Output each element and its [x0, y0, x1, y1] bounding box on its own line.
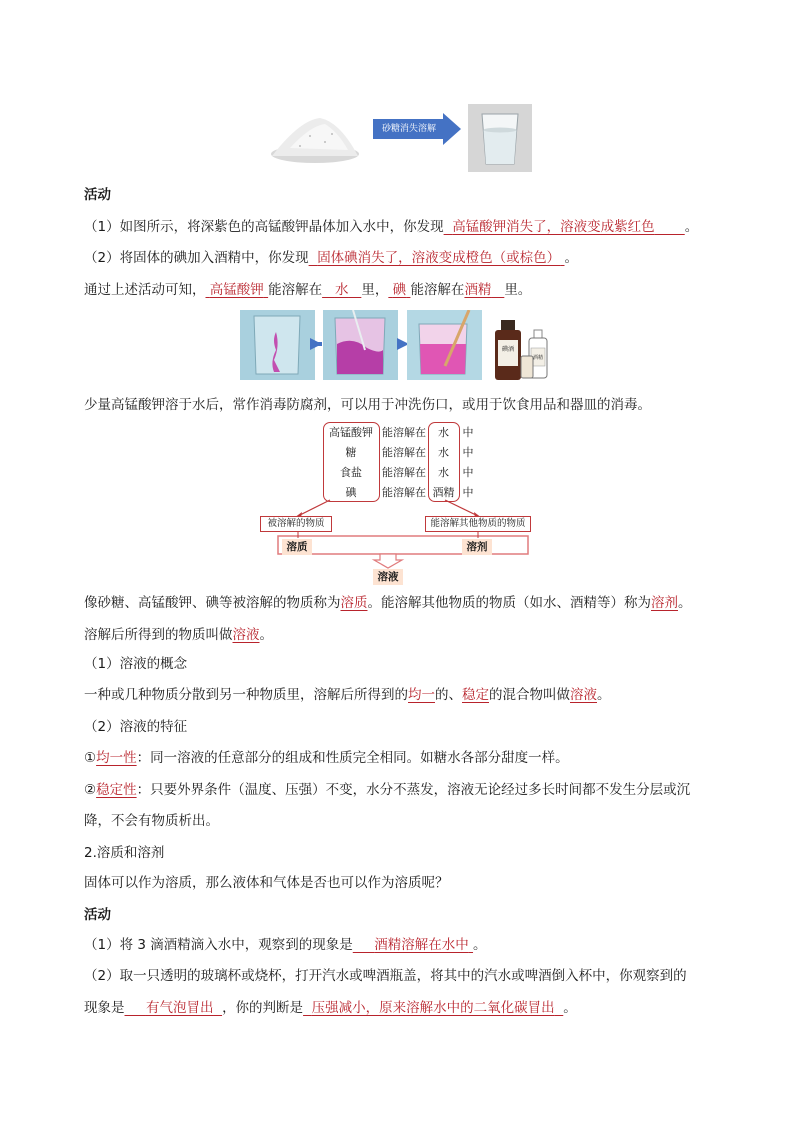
summary-answer-1: 高锰酸钾 — [209, 282, 264, 298]
sugar-pile-image — [270, 112, 360, 164]
definition-paragraph-line1 — [84, 594, 692, 612]
a2-item1-prefix: （1）将 3 滴酒精滴入水中，观察到的现象是 — [84, 937, 353, 953]
summary-answer-2: 水 — [334, 282, 349, 298]
summary-text-4: 能溶解在 — [410, 282, 465, 298]
activity2-item2-line1: （2）取一只透明的玻璃杯或烧杯，打开汽水或啤酒瓶盖，将其中的汽水或啤酒倒入杯中，你观察到的 — [84, 968, 687, 984]
concept-answer-stable: 稳定 — [462, 687, 489, 703]
beaker-photo-1 — [240, 310, 315, 380]
iodine-bottles-image — [493, 318, 555, 382]
dissolve-arrow-head — [443, 113, 461, 145]
summary-text-3: 里， — [361, 282, 389, 298]
concept-text-1: 一种或几种物质分散到另一种物质里，溶解后所得到的 — [84, 687, 408, 703]
kmno4-paragraph: 少量高锰酸钾溶于水后，常作消毒防腐剂，可以用于冲洗伤口，或用于饮食用品和器皿的消毒。 — [84, 397, 651, 413]
summary-text-1: 通过上述活动可知， — [84, 282, 206, 298]
feature-text-2: ：只要外界条件（温度、压强）不变，水分不蒸发，溶液无论经过多长时间都不发生分层或沉 — [136, 782, 691, 798]
section2-title: 2.溶质和溶剂 — [84, 845, 165, 861]
solvent-description: 能溶解其他物质的物质 — [425, 516, 531, 532]
feature-stability — [84, 781, 690, 799]
item2-prefix: （2）将固体的碘加入酒精中，你发现 — [84, 250, 309, 266]
zhong-text: 中 — [462, 486, 474, 499]
def-text-4: 溶解后所得到的物质叫做 — [84, 627, 233, 643]
feature-stability-cont: 降，不会有物质析出。 — [84, 813, 219, 829]
solute-item: 碘 — [345, 486, 357, 499]
solute-description: 被溶解的物质 — [260, 516, 332, 532]
solute-tag: 溶质 — [282, 539, 312, 555]
beaker-photo-3 — [407, 310, 482, 380]
def-text-5: 。 — [259, 627, 273, 643]
verb-text: 能溶解在 — [382, 446, 426, 459]
dissolve-arrow-label: 砂糖消失溶解 — [381, 124, 436, 134]
a2-item1-answer: 酒精溶解在水中 — [374, 937, 469, 953]
solute-item: 食盐 — [340, 466, 362, 479]
def-answer-solution: 溶液 — [232, 627, 260, 643]
concept-answer-uniform: 均一 — [408, 687, 435, 703]
verb-text: 能溶解在 — [382, 486, 426, 499]
section2-question: 固体可以作为溶质，那么液体和气体是否也可以作为溶质呢？ — [84, 875, 449, 891]
feature-text-1: ：同一溶液的任意部分的组成和性质完全相同。如糖水各部分甜度一样。 — [136, 750, 569, 766]
concept-text-3: 的混合物叫做 — [489, 687, 570, 703]
bottle-label-1: 碘酒 — [501, 346, 515, 353]
feature-key-uniformity: 均一性 — [96, 750, 137, 766]
a2-item2-text-1: 现象是 — [84, 1000, 125, 1016]
concept-answer-solution: 溶液 — [570, 687, 597, 703]
concept-paragraph — [84, 686, 611, 704]
zhong-text: 中 — [462, 466, 474, 479]
definition-paragraph-line2 — [84, 626, 273, 644]
summary-text-2: 能溶解在 — [268, 282, 323, 298]
activity1-item2 — [84, 249, 578, 267]
solvent-item: 水 — [438, 426, 449, 439]
water-glass-image — [468, 104, 532, 172]
solution-tag: 溶液 — [373, 569, 403, 585]
solvent-item: 水 — [438, 466, 449, 479]
zhong-text: 中 — [462, 446, 474, 459]
feature-key-stability: 稳定性 — [96, 782, 137, 798]
concept-text-2: 的、 — [435, 687, 462, 703]
a2-item2-text-2: ，你的判断是 — [222, 1000, 304, 1016]
item1-prefix: （1）如图所示，将深紫色的高锰酸钾晶体加入水中，你发现 — [84, 219, 444, 235]
process-arrow-1 — [310, 338, 322, 350]
solute-item: 高锰酸钾 — [329, 426, 373, 439]
a2-item2-text-3: 。 — [563, 1000, 577, 1016]
activity2-item1 — [84, 936, 487, 954]
concept-title: （1）溶液的概念 — [84, 656, 188, 672]
def-answer-solute: 溶质 — [340, 595, 368, 611]
concept-text-4: 。 — [597, 687, 611, 703]
summary-text-5: 里。 — [504, 282, 532, 298]
def-text-2: 。能溶解其他物质的物质（如水、酒精等）称为 — [367, 595, 651, 611]
activity-title: 活动 — [84, 187, 111, 203]
feature-mark-1: ① — [84, 750, 97, 766]
beaker-photo-2 — [323, 310, 398, 380]
a2-item2-answer-2: 压强减小，原来溶解水中的二氧化碳冒出 — [311, 1000, 555, 1016]
def-text-1: 像砂糖、高锰酸钾、碘等被溶解的物质称为 — [84, 595, 341, 611]
activity1-summary — [84, 281, 531, 299]
solvent-tag: 溶剂 — [462, 539, 492, 555]
feature-mark-2: ② — [84, 782, 97, 798]
item1-suffix: 。 — [684, 219, 699, 235]
solvent-item: 酒精 — [432, 486, 455, 499]
def-text-3: 。 — [678, 595, 692, 611]
item1-answer: 高锰酸钾消失了，溶液变成紫红色 — [452, 219, 655, 235]
summary-answer-4: 酒精 — [464, 282, 492, 298]
solvent-item: 水 — [438, 446, 449, 459]
item2-answer: 固体碘消失了，溶液变成橙色（或棕色） — [317, 250, 561, 266]
summary-answer-3: 碘 — [392, 282, 407, 298]
activity2-title: 活动 — [84, 907, 111, 923]
solute-item: 糖 — [345, 446, 357, 459]
zhong-text: 中 — [462, 426, 474, 439]
bottle-label-2: 酒精 — [532, 355, 544, 361]
feature-uniformity — [84, 749, 569, 767]
verb-text: 能溶解在 — [382, 466, 426, 479]
def-answer-solvent: 溶剂 — [651, 595, 678, 611]
item2-suffix: 。 — [564, 250, 578, 266]
activity1-item1 — [84, 218, 698, 236]
activity2-item2-line2 — [84, 999, 577, 1017]
a2-item2-answer-1: 有气泡冒出 — [145, 1000, 214, 1016]
verb-text: 能溶解在 — [382, 426, 426, 439]
features-title: （2）溶液的特征 — [84, 719, 188, 735]
a2-item1-suffix: 。 — [473, 937, 487, 953]
